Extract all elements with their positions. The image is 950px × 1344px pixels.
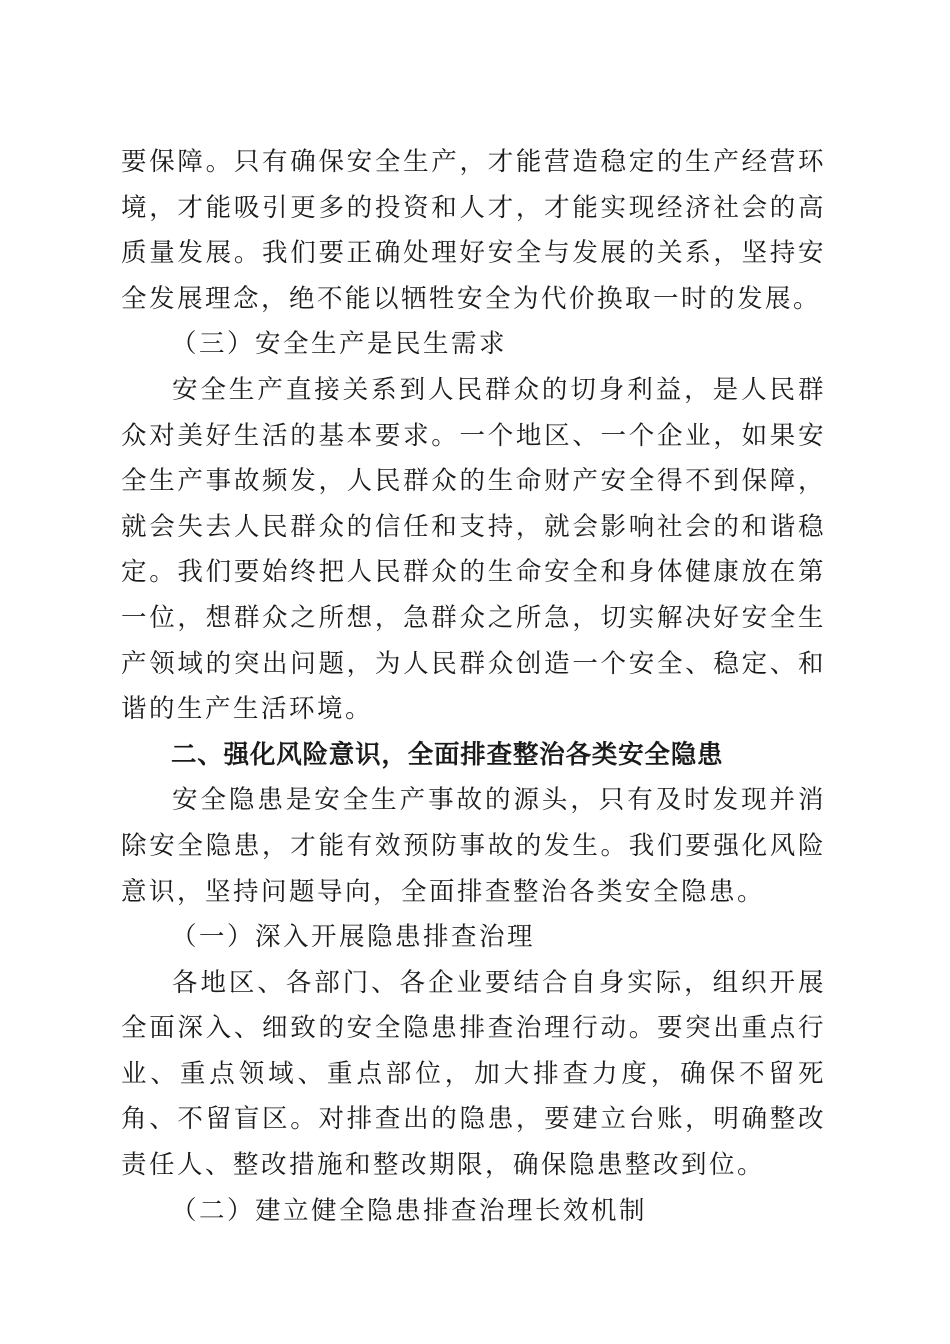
- section-3-paragraph: 安全生产直接关系到人民群众的切身利益，是人民群众对美好生活的基本要求。一个地区、一个企业，如果安全生产事故频发，人民群众的生命财产安全得不到保障，就会失去人民群众的信任和支持，就会影响社会的和谐稳定。我们要始终把人民群众的生命安全和身体健康放在第一位，想群众之所想，急群众之所急，切实解决好安全生产领域的突出问题，为人民群众创造一个安全、稳定、和谐的生产生活环境。: [121, 374, 826, 725]
- part-2-intro-paragraph: 安全隐患是安全生产事故的源头，只有及时发现并消除安全隐患，才能有效预防事故的发生。我们要强化风险意识，坚持问题导向，全面排查整治各类安全隐患。: [121, 785, 826, 907]
- section-3-heading: （三）安全生产是民生需求: [171, 329, 508, 360]
- continued-paragraph: 要保障。只有确保安全生产，才能营造稳定的生产经营环境，才能吸引更多的投资和人才，才能实现经济社会的高质量发展。我们要正确处理好安全与发展的关系，坚持安全发展理念，绝不能以牺牲安全为代价换取一时的发展。: [121, 147, 826, 314]
- part-2-heading: 二、强化风险意识，全面排查整治各类安全隐患: [171, 739, 724, 770]
- part-2-subsection-2-heading: （二）建立健全隐患排查治理长效机制: [171, 1195, 648, 1226]
- part-2-subsection-1-heading: （一）深入开展隐患排查治理: [171, 922, 536, 953]
- document-body: [121, 140, 826, 1234]
- part-2-subsection-1-paragraph: 各地区、各部门、各企业要结合自身实际，组织开展全面深入、细致的安全隐患排查治理行动。要突出重点行业、重点领域、重点部位，加大排查力度，确保不留死角、不留盲区。对排查出的隐患，要建立台账，明确整改责任人、整改措施和整改期限，确保隐患整改到位。: [121, 967, 826, 1181]
